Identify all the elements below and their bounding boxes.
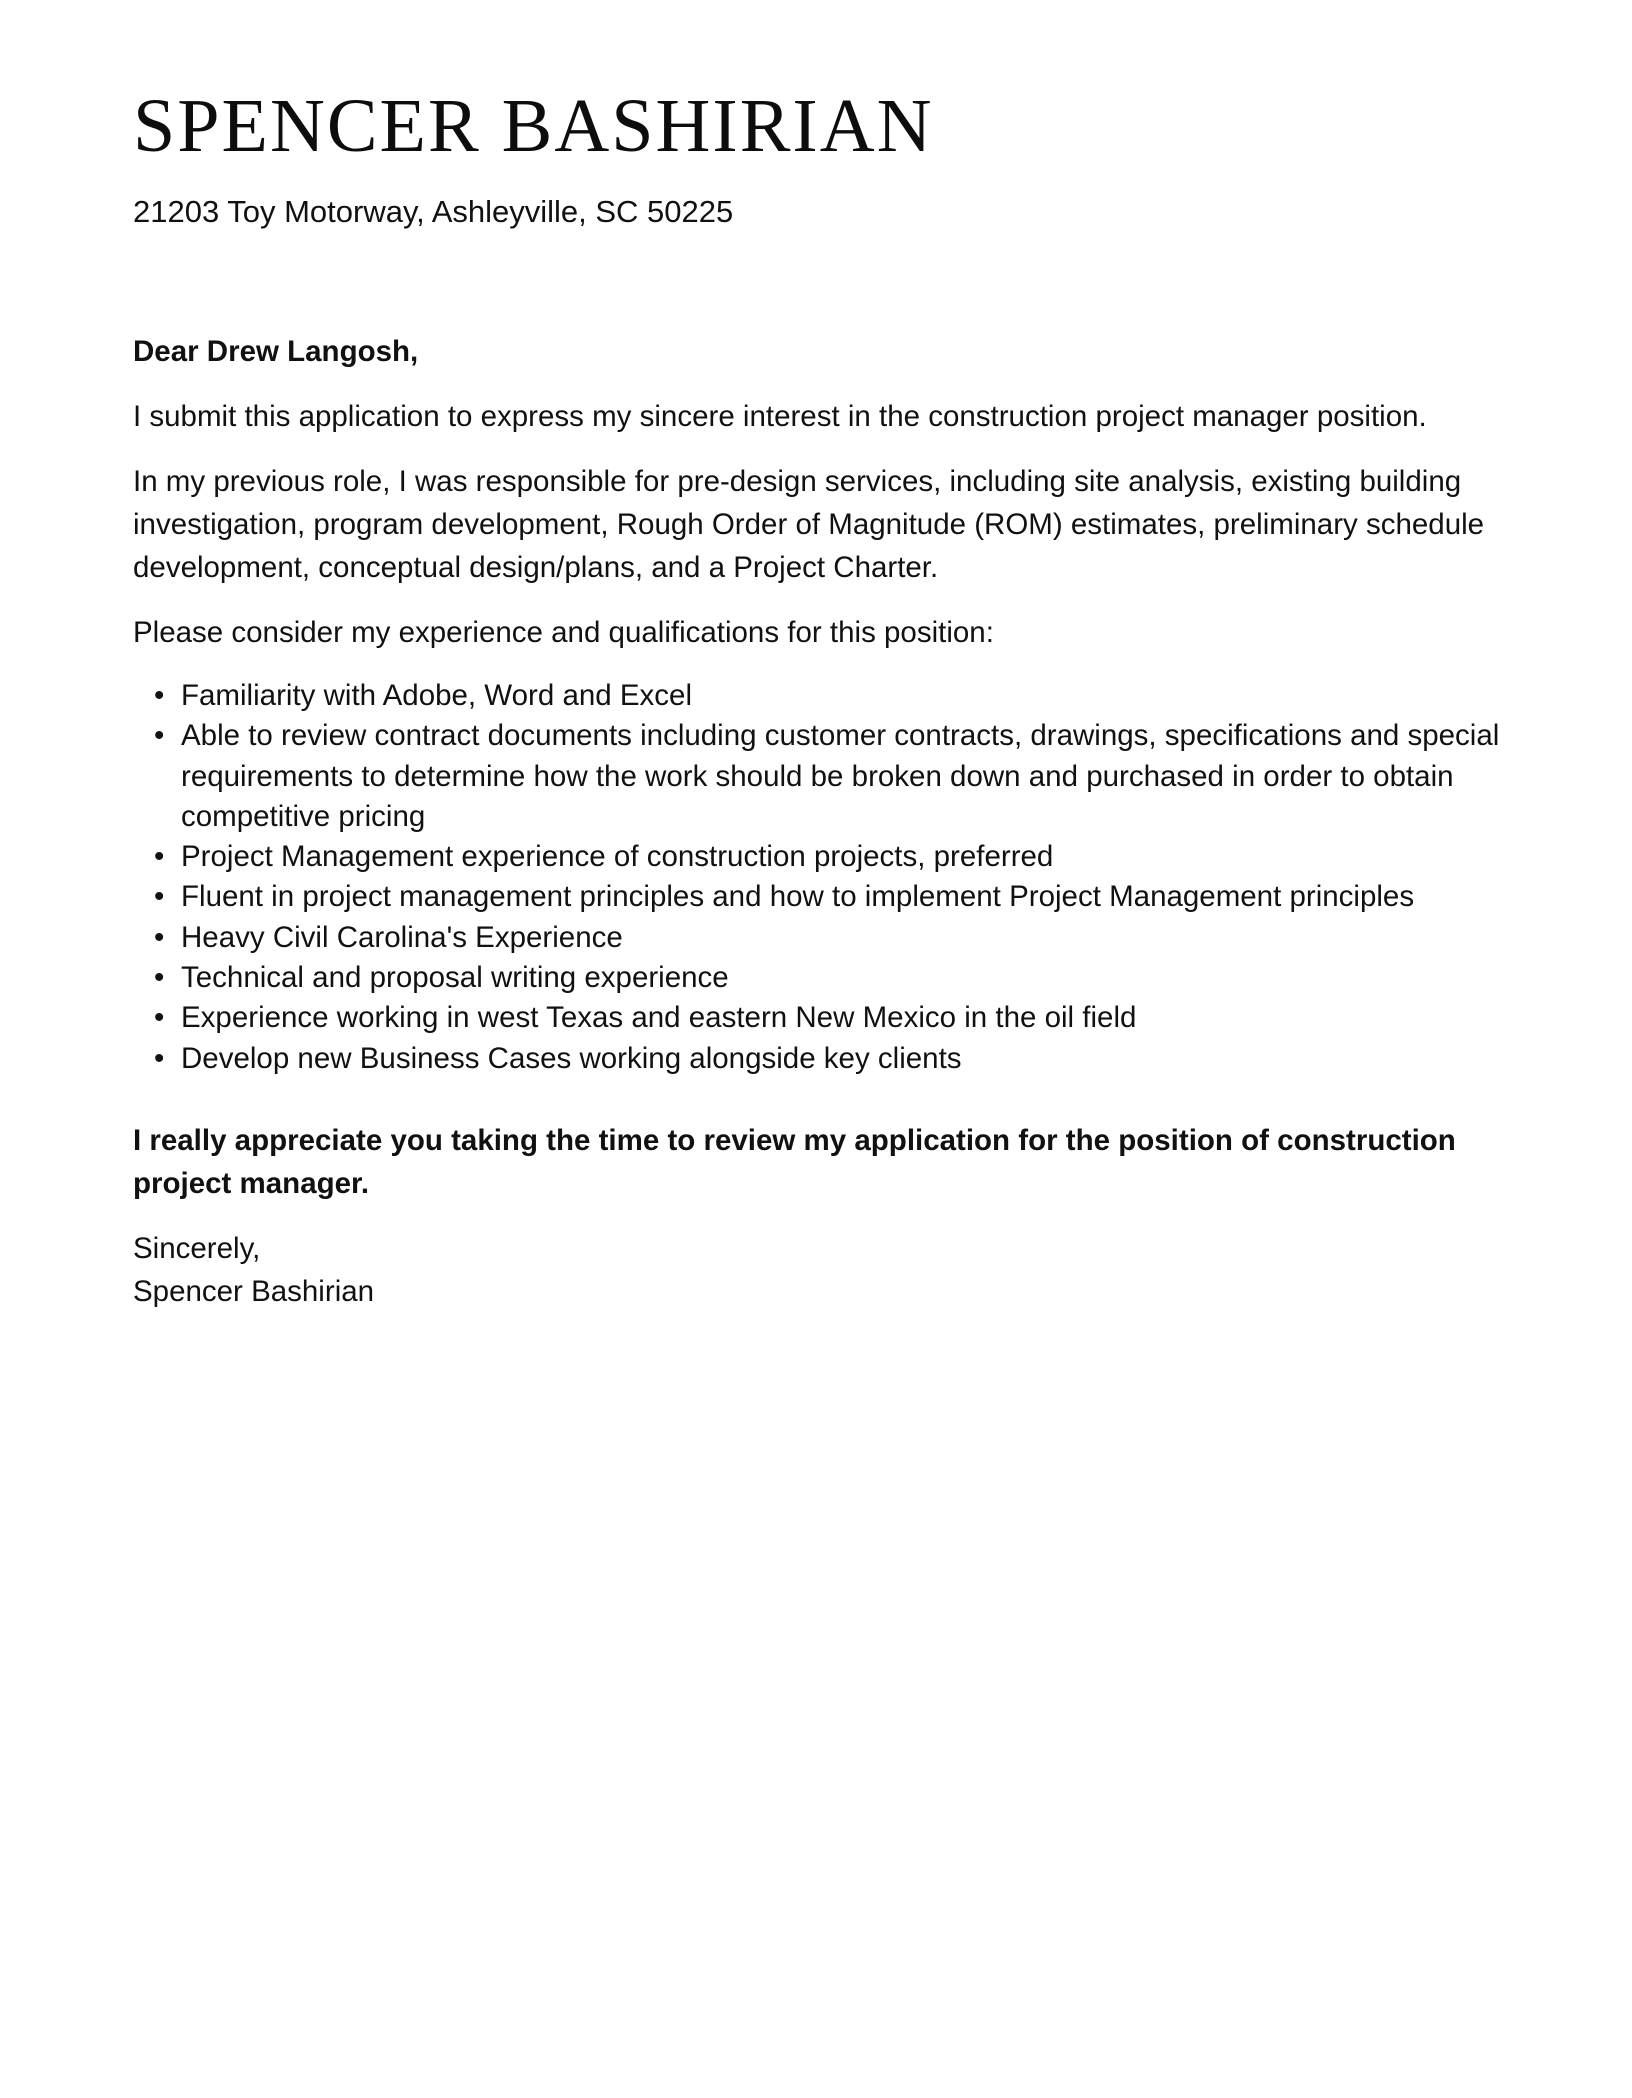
list-item-text: Heavy Civil Carolina's Experience (181, 920, 623, 954)
list-item (154, 958, 1503, 998)
bullet-icon: • (154, 679, 165, 712)
salutation: Dear Drew Langosh, (133, 335, 419, 368)
list-item-text: Familiarity with Adobe, Word and Excel (181, 679, 693, 712)
signature-name: Spencer Bashirian (133, 1274, 375, 1308)
list-item (154, 998, 1503, 1038)
list-item-text: Project Management experience of construction projects, preferred (181, 840, 1054, 874)
list-item (154, 877, 1503, 917)
list-item-text: Able to review contract documents including customer contracts, drawings, specifications and special requirements to determine how the work should be broken down and purchased in order to obtain competitive pricing (181, 719, 1500, 833)
list-item (154, 837, 1503, 877)
list-item-text: Experience working in west Texas and eastern New Mexico in the oil field (181, 1001, 1137, 1035)
bullet-icon: • (154, 961, 165, 995)
list-item (154, 918, 1503, 958)
list-item (154, 676, 1503, 716)
closing-paragraph: I really appreciate you taking the time to review my application for the position of construction project manager. (133, 1123, 1456, 1200)
bullet-icon: • (154, 840, 165, 874)
list-item-text: Develop new Business Cases working alongside key clients (181, 1041, 962, 1075)
qualifications-intro: Please consider my experience and qualifications for this position: (133, 616, 994, 649)
signoff-block (133, 1227, 1503, 1313)
experience-paragraph: In my previous role, I was responsible for pre-design services, including site analysis, existing building investigation, program development, Rough Order of Magnitude (ROM) estimates, preliminary schedule development, conceptual design/plans, and a Project Charter. (133, 465, 1485, 584)
bullet-icon: • (154, 920, 165, 954)
applicant-address: 21203 Toy Motorway, Ashleyville, SC 50225 (133, 194, 734, 229)
qualifications-list (133, 676, 1503, 1079)
letter-body (133, 330, 1503, 1313)
bullet-icon: • (154, 719, 165, 753)
list-item (154, 716, 1503, 837)
applicant-name: SPENCER BASHIRIAN (133, 84, 934, 168)
signoff: Sincerely, (133, 1231, 261, 1265)
list-item (154, 1039, 1503, 1079)
bullet-icon: • (154, 880, 165, 914)
intro-paragraph: I submit this application to express my sincere interest in the construction project manager position. (133, 400, 1427, 433)
bullet-icon: • (154, 1041, 165, 1075)
bullet-icon: • (154, 1001, 165, 1035)
list-item-text: Fluent in project management principles and how to implement Project Management principles (181, 880, 1415, 914)
list-item-text: Technical and proposal writing experience (181, 961, 729, 995)
